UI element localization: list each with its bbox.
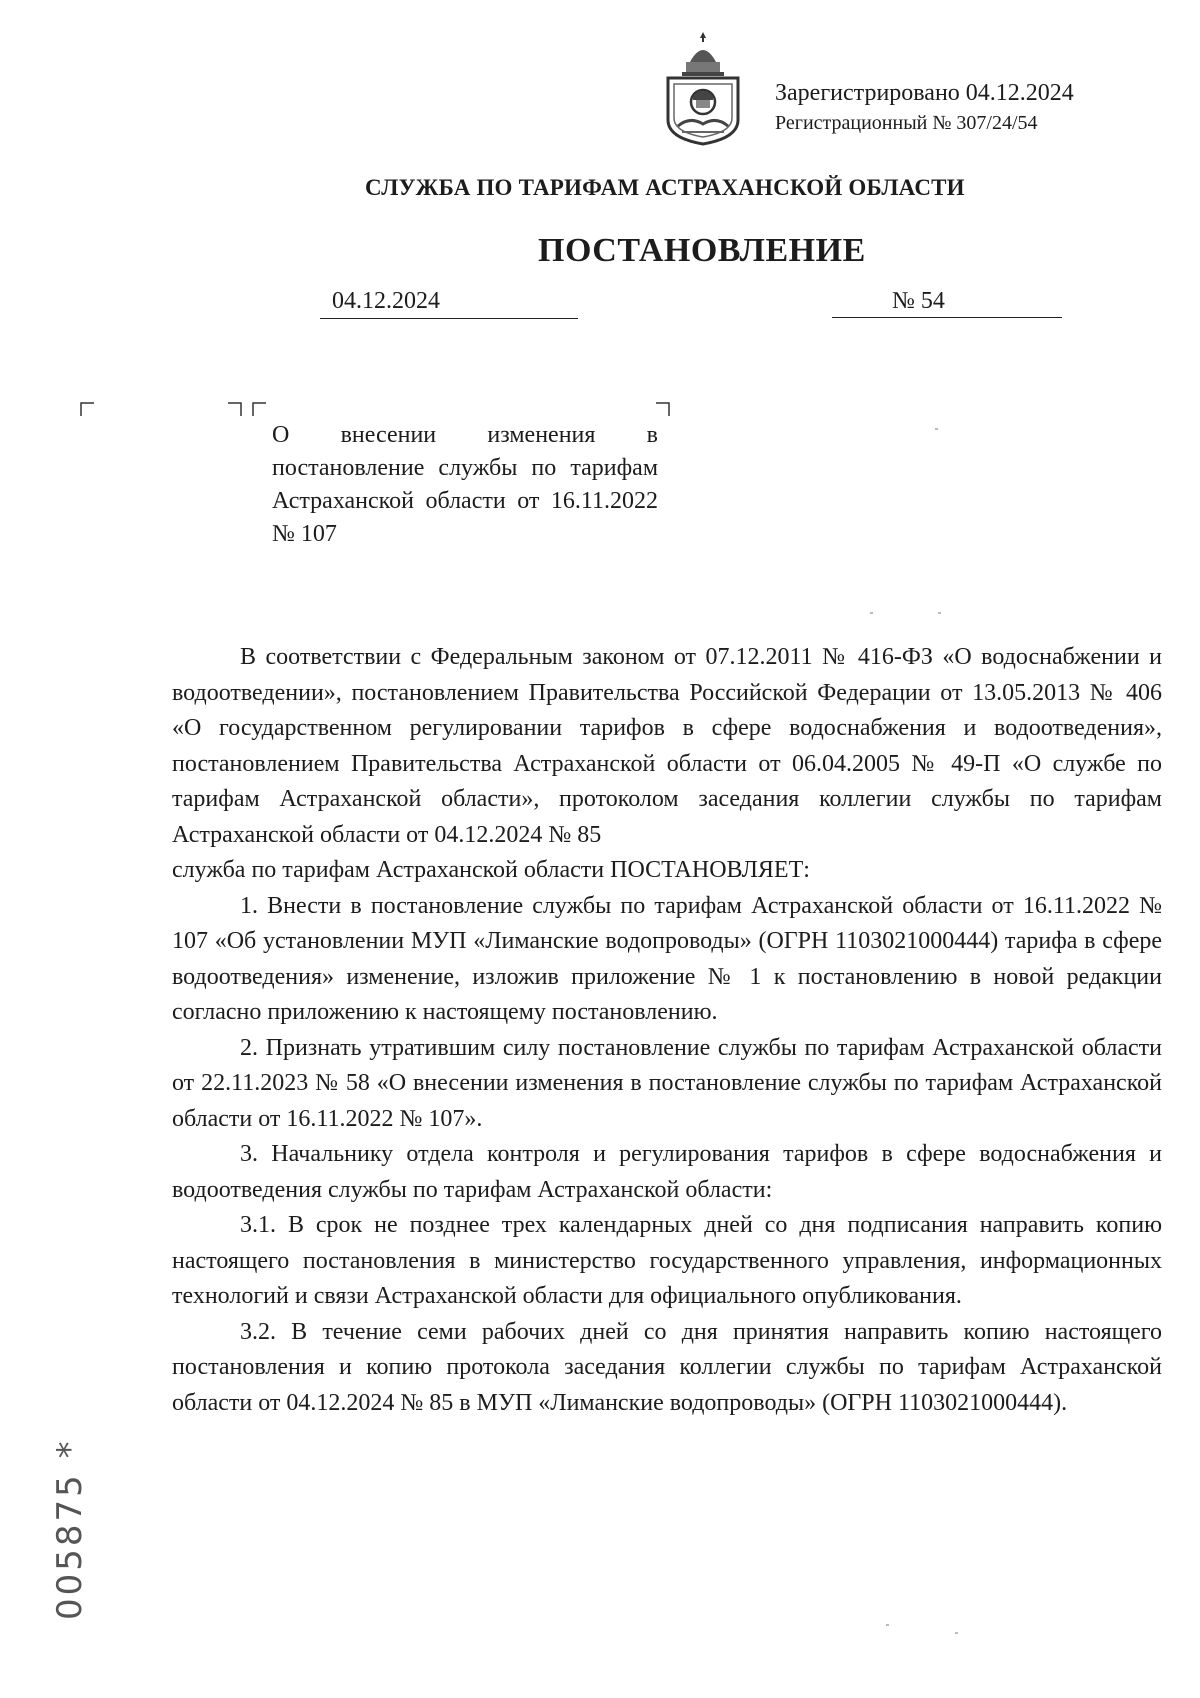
agency-name: СЛУЖБА ПО ТАРИФАМ АСТРАХАНСКОЙ ОБЛАСТИ xyxy=(365,175,965,200)
document-body xyxy=(172,640,1162,1421)
corner-mark-subject-right xyxy=(656,402,670,416)
margin-stamp: 005875 * xyxy=(50,1438,90,1620)
scan-speck xyxy=(935,428,938,430)
registration-number: Регистрационный № 307/24/54 xyxy=(775,112,1038,134)
registration-block xyxy=(775,78,1074,138)
registration-date: Зарегистрировано 04.12.2024 xyxy=(775,80,1074,106)
coat-of-arms-emblem xyxy=(660,28,746,148)
scan-speck xyxy=(886,1624,889,1626)
scan-speck xyxy=(955,1632,958,1634)
scan-speck xyxy=(938,612,941,614)
resolves-line: служба по тарифам Астраханской области ПОСТАНОВЛЯЕТ: xyxy=(172,857,810,883)
item-3-paragraph: 3. Начальнику отдела контроля и регулирования тарифов в сфере водоснабжения и водоотведения службы по тарифам Астраханской области: xyxy=(172,1141,1162,1203)
preamble-paragraph: В соответствии с Федеральным законом от 07.12.2011 № 416-ФЗ «О водоснабжении и водоотведении», постановлением Правительства Российской Федерации от 13.05.2013 № 406 «О государственном регулировании тарифов в сфере водоснабжения и водоотведения», постановлением Правительства Астраханской области от 06.04.2005 № 49-П «О службе по тарифам Астраханской области», протоколом заседания коллегии службы по тарифам Астраханской области от 04.12.2024 № 85 xyxy=(172,644,1162,848)
document-number: № 54 xyxy=(832,288,1062,318)
corner-mark-top-left xyxy=(80,402,94,416)
document-type: ПОСТАНОВЛЕНИЕ xyxy=(538,232,866,269)
document-date: 04.12.2024 xyxy=(320,288,578,319)
corner-mark-subject-left xyxy=(252,402,266,416)
scan-speck xyxy=(870,612,873,614)
document-subject: О внесении изменения в постановление службы по тарифам Астраханской области от 16.11.2022 № 107 xyxy=(272,422,658,547)
item-3-2-paragraph: 3.2. В течение семи рабочих дней со дня принятия направить копию настоящего постановления и копию протокола заседания коллегии службы по тарифам Астраханской области от 04.12.2024 № 85 в МУП «Лиманские водопроводы» (ОГРН 1103021000444). xyxy=(172,1318,1162,1416)
corner-mark-top-right xyxy=(228,402,242,416)
item-3-1-paragraph: 3.1. В срок не позднее трех календарных дней со дня подписания направить копию настоящего постановления в министерство государственного управления, информационных технологий и связи Астраханской области для официального опубликования. xyxy=(172,1212,1162,1309)
item-1-paragraph: 1. Внести в постановление службы по тарифам Астраханской области от 16.11.2022 № 107 «Об установлении МУП «Лиманские водопроводы» (ОГРН 1103021000444) тарифа в сфере водоотведения» изменение, изложив приложение № 1 к постановлению в новой редакции согласно приложению к настоящему постановлению. xyxy=(172,892,1162,1025)
item-2-paragraph: 2. Признать утратившим силу постановление службы по тарифам Астраханской области от 22.11.2023 № 58 «О внесении изменения в постановление службы по тарифам Астраханской области от 16.11.2022 № 107». xyxy=(172,1034,1162,1132)
